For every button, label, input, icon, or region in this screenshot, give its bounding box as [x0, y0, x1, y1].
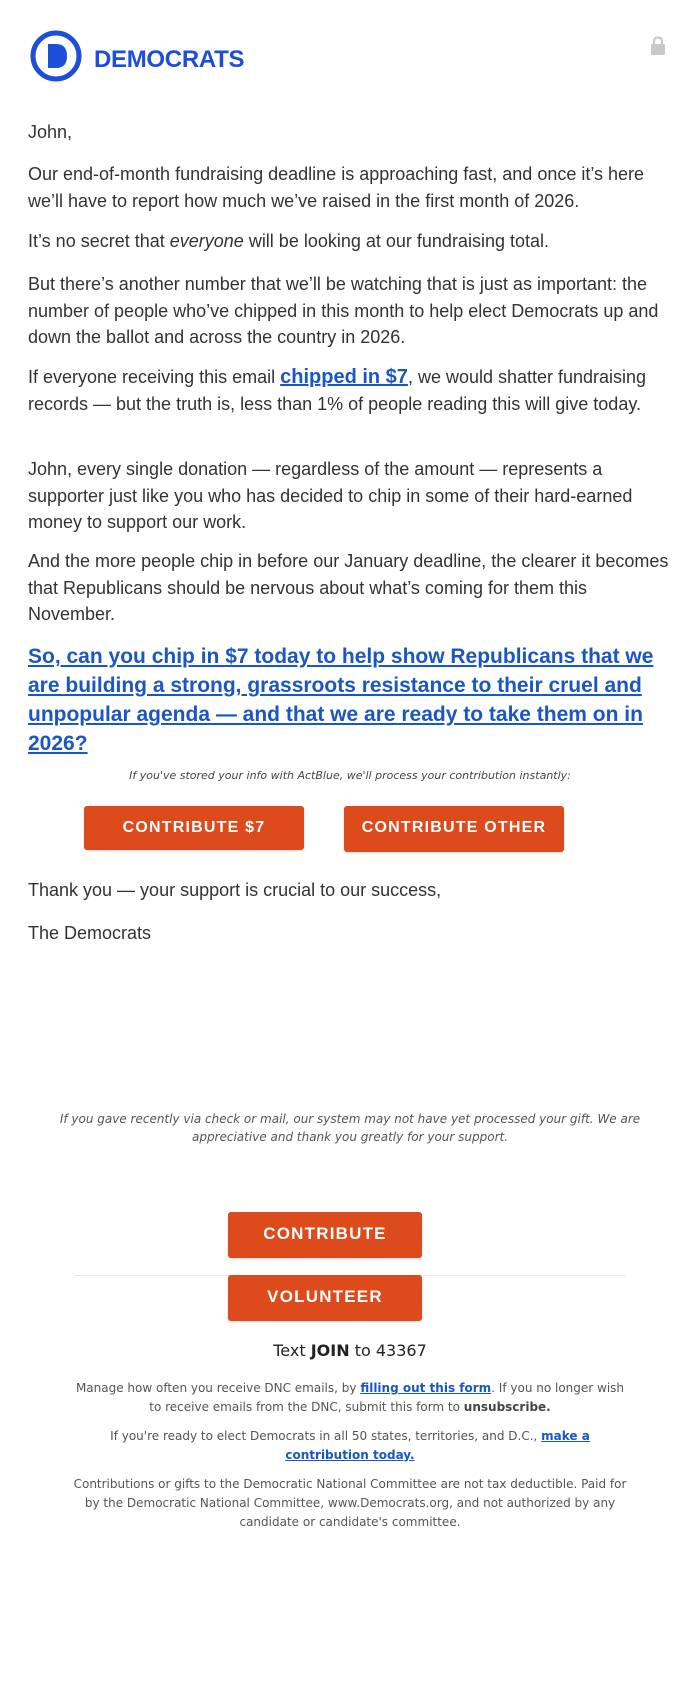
cta-donate-link[interactable]: So, can you chip in $7 today to help show Republicans that we are building a strong, grassroots resistance to their cruel and unpopular agenda — and that we are ready to take them on in 2026?	[28, 645, 654, 755]
emphasis: everyone	[169, 231, 244, 251]
text: If you're ready to elect Democrats in all 50 states, territories, and D.C.,	[110, 1429, 542, 1443]
actblue-note: If you've stored your info with ActBlue, we'll process your contribution instantly:	[129, 769, 571, 782]
text: to 43367	[349, 1341, 427, 1360]
mail-note: If you gave recently via check or mail, our system may not have yet processed your gift. We are appreciative and thank you greatly for your support.	[59, 1112, 641, 1144]
contribute-7-button[interactable]: CONTRIBUTE $7	[84, 806, 304, 850]
paragraph-no-secret	[28, 228, 672, 255]
text: If everyone receiving this email	[28, 367, 281, 387]
paragraph-chip-in	[28, 364, 672, 417]
chip-in-link[interactable]: chipped in $7	[280, 366, 408, 388]
elect-democrats	[70, 1427, 630, 1465]
volunteer-button[interactable]: VOLUNTEER	[228, 1275, 422, 1321]
text: It’s no secret that	[28, 231, 170, 251]
paragraph-another-number: But there’s another number that we’ll be watching that is just as important: the number of people who’ve chipped in this month to help elect Democrats up and down the ballot and across the country in 2026.	[28, 274, 659, 347]
contribute-button[interactable]: CONTRIBUTE	[228, 1212, 422, 1258]
paragraph-every-donation: John, every single donation — regardless of the amount — represents a supporter just like you who has decided to chip in some of their hard-earned money to support our work.	[28, 459, 633, 532]
cta-paragraph	[28, 642, 672, 758]
signature: The Democrats	[28, 923, 152, 943]
contribute-other-button[interactable]: CONTRIBUTE OTHER	[344, 806, 564, 852]
manage-preferences	[70, 1379, 630, 1417]
text: . If you no longer wish to receive emails from the DNC, submit this form to	[149, 1381, 625, 1414]
text: will be looking at our fundraising total.	[243, 231, 549, 251]
text-join	[0, 1341, 700, 1360]
legal-disclaimer: Contributions or gifts to the Democratic National Committee are not tax deductible. Paid for by the Democratic National Committee, www.Democrats.org, and not authorized by any candidate or candidate's committee.	[73, 1477, 627, 1529]
manage-form-link[interactable]: filling out this form	[360, 1381, 492, 1395]
paragraph-deadline: Our end-of-month fundraising deadline is approaching fast, and once it’s here we’ll have to report how much we’ve raised in the first month of 2026.	[28, 164, 645, 211]
text: Text	[273, 1341, 311, 1360]
text: , we would shatter fundraising records — but the truth is, less than 1% of people reading this will give today.	[28, 367, 647, 414]
logo-text: DEMOCRATS	[94, 46, 245, 73]
thanks-text: Thank you — your support is crucial to our success,	[28, 880, 442, 900]
text: Manage how often you receive DNC emails, by	[75, 1381, 361, 1395]
greeting: John,	[28, 122, 73, 142]
join-keyword: JOIN	[310, 1341, 350, 1360]
paragraph-republicans: And the more people chip in before our January deadline, the clearer it becomes that Republicans should be nervous about what’s coming for them this November.	[28, 551, 669, 624]
unsubscribe-text: unsubscribe.	[463, 1400, 551, 1414]
make-contribution-link[interactable]: make a contribution today.	[285, 1429, 590, 1462]
